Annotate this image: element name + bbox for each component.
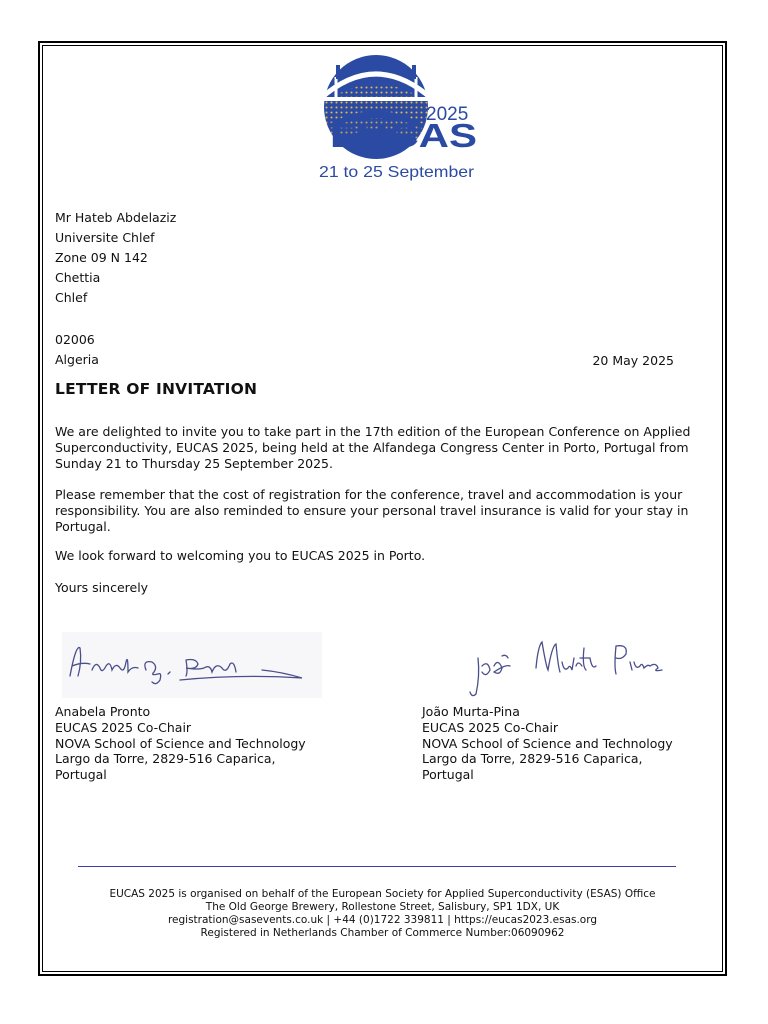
footer-registration: Registered in Netherlands Chamber of Commerce Number:06090962	[200, 927, 565, 939]
footer-divider	[78, 866, 676, 867]
signatory-address: Largo da Torre, 2829-516 Caparica,	[422, 751, 643, 767]
signatory-country: Portugal	[55, 767, 107, 783]
recipient-institution: Universite Chlef	[55, 230, 155, 245]
footer-address: The Old George Brewery, Rollestone Street, Salisbury, SP1 1DX, UK	[205, 901, 560, 913]
recipient-address	[55, 208, 176, 308]
signatory-role: EUCAS 2025 Co-Chair	[422, 719, 559, 735]
logo-year: 2025	[426, 104, 469, 125]
signatory-block-1	[55, 704, 306, 783]
footer-contact: registration@sasevents.co.uk | +44 (0)1722 339811 | https://eucas2023.esas.org	[167, 914, 598, 926]
footer-organiser: EUCAS 2025 is organised on behalf of the European Society for Applied Superconductivity (ESAS) Office	[109, 888, 656, 900]
letter-date: 20 May 2025	[592, 353, 674, 368]
eucas-logo	[314, 55, 484, 185]
signatory-address: Largo da Torre, 2829-516 Caparica,	[55, 751, 276, 767]
signatory-role: EUCAS 2025 Co-Chair	[55, 719, 192, 735]
recipient-locality: Chettia	[55, 270, 101, 285]
signatory-org: NOVA School of Science and Technology	[55, 735, 306, 751]
signatory-org: NOVA School of Science and Technology	[422, 735, 673, 751]
signature-joao-murta-pina	[466, 636, 666, 702]
recipient-name: Mr Hateb Abdelaziz	[55, 210, 177, 225]
signature-anabela-pronto	[62, 632, 322, 698]
recipient-country: Algeria	[55, 352, 99, 367]
recipient-street: Zone 09 N 142	[55, 250, 148, 265]
body-paragraph-1: We are delighted to invite you to take part in the 17th edition of the European Conference on Applied Superconductivity, EUCAS 2025, being held at the Alfandega Congress Center in Porto, Portugal from Sunday 21 to Thursday 25 September 2025.	[55, 424, 691, 471]
signatory-name: Anabela Pronto	[55, 704, 151, 719]
body-paragraph-3: We look forward to welcoming you to EUCAS 2025 in Porto.	[55, 548, 426, 563]
recipient-postcode: 02006	[55, 332, 95, 347]
recipient-city: Chlef	[55, 290, 88, 305]
body-paragraph-2: Please remember that the cost of registration for the conference, travel and accommodation is your responsibility. You are also reminded to ensure your personal travel insurance is valid for your stay in Portugal.	[55, 487, 689, 534]
footer	[44, 888, 721, 940]
letter-title: LETTER OF INVITATION	[55, 380, 258, 398]
signatory-name: João Murta-Pina	[422, 704, 520, 719]
signatory-block-2	[422, 704, 673, 783]
logo-dates: 21 to 25 September	[319, 164, 475, 181]
logo-name: EUCAS	[330, 117, 477, 154]
closing: Yours sincerely	[55, 580, 149, 595]
signatory-country: Portugal	[422, 767, 474, 783]
